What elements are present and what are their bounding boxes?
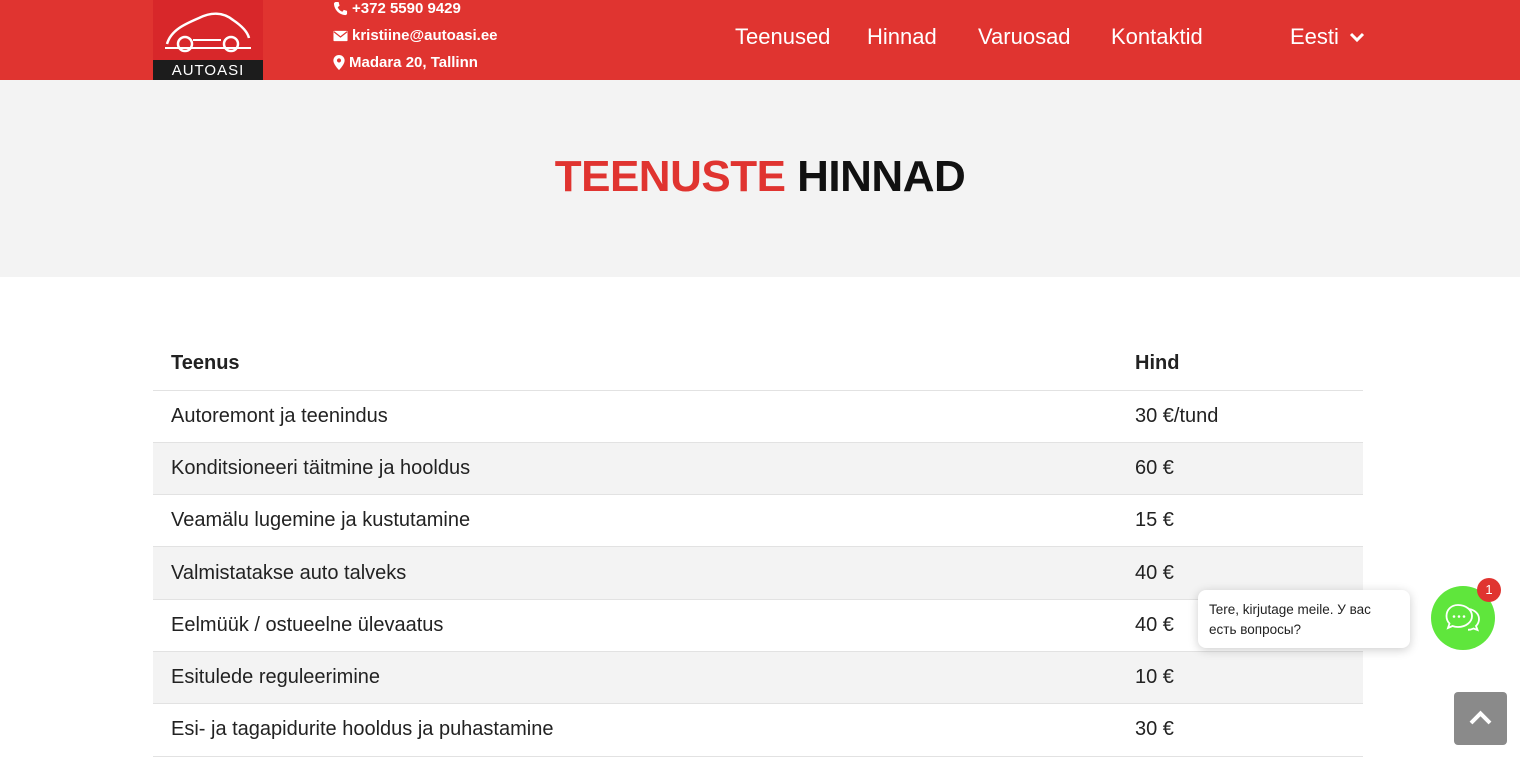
price-table <box>153 338 1363 757</box>
service-price: 30 €/tund <box>1135 390 1363 442</box>
chat-bubbles-icon <box>1445 600 1481 636</box>
address-row <box>333 54 478 71</box>
service-price: 10 € <box>1135 651 1363 703</box>
table-row <box>153 547 1363 599</box>
service-name: Konditsioneeri täitmine ja hooldus <box>153 442 1135 494</box>
phone-row[interactable] <box>333 0 461 17</box>
chat-greeting-text: Tere, kirjutage meile. У вас есть вопросы? <box>1209 602 1371 637</box>
chat-unread-badge: 1 <box>1477 578 1501 602</box>
service-price: 40 € <box>1135 547 1363 599</box>
map-marker-icon <box>333 55 345 70</box>
column-header-service: Teenus <box>153 338 1135 390</box>
nav-item-kontaktid[interactable]: Kontaktid <box>1111 24 1203 49</box>
phone-icon <box>333 1 348 16</box>
street-address: Madara 20, Tallinn <box>349 54 478 71</box>
chat-greeting-bubble[interactable] <box>1198 590 1410 648</box>
email-address: kristiine@autoasi.ee <box>352 27 498 44</box>
car-logo-icon <box>163 4 253 56</box>
page-title <box>0 152 1520 202</box>
service-name: Veamälu lugemine ja kustutamine <box>153 495 1135 547</box>
table-row <box>153 704 1363 756</box>
service-name: Esitulede reguleerimine <box>153 651 1135 703</box>
language-label: Eesti <box>1290 24 1339 49</box>
table-row <box>153 599 1363 651</box>
service-price: 40 € <box>1135 599 1363 651</box>
logo-text: AUTOASI <box>153 60 263 80</box>
table-row <box>153 651 1363 703</box>
nav-item-teenused[interactable]: Teenused <box>735 24 831 49</box>
scroll-to-top-button[interactable] <box>1454 692 1507 745</box>
email-row[interactable] <box>333 27 498 44</box>
nav-item-hinnad[interactable]: Hinnad <box>867 24 937 49</box>
service-name: Autoremont ja teenindus <box>153 390 1135 442</box>
chevron-down-icon <box>1349 32 1365 43</box>
language-selector[interactable] <box>1290 24 1365 50</box>
service-price: 15 € <box>1135 495 1363 547</box>
page-hero <box>0 80 1520 277</box>
service-name: Valmistatakse auto talveks <box>153 547 1135 599</box>
table-header-row <box>153 338 1363 390</box>
service-price: 30 € <box>1135 704 1363 756</box>
service-price: 60 € <box>1135 442 1363 494</box>
title-rest: HINNAD <box>797 152 966 201</box>
envelope-icon <box>333 30 348 42</box>
service-name: Eelmüük / ostueelne ülevaatus <box>153 599 1135 651</box>
service-name: Esi- ja tagapidurite hooldus ja puhastamine <box>153 704 1135 756</box>
title-highlight: TEENUSTE <box>554 152 786 201</box>
phone-number: +372 5590 9429 <box>352 0 461 17</box>
nav-item-varuosad[interactable]: Varuosad <box>978 24 1071 49</box>
table-row <box>153 495 1363 547</box>
autoasi-logo[interactable] <box>153 0 263 80</box>
site-header <box>0 0 1520 80</box>
column-header-price: Hind <box>1135 338 1363 390</box>
chevron-up-icon <box>1468 708 1493 728</box>
table-row <box>153 442 1363 494</box>
table-row <box>153 390 1363 442</box>
